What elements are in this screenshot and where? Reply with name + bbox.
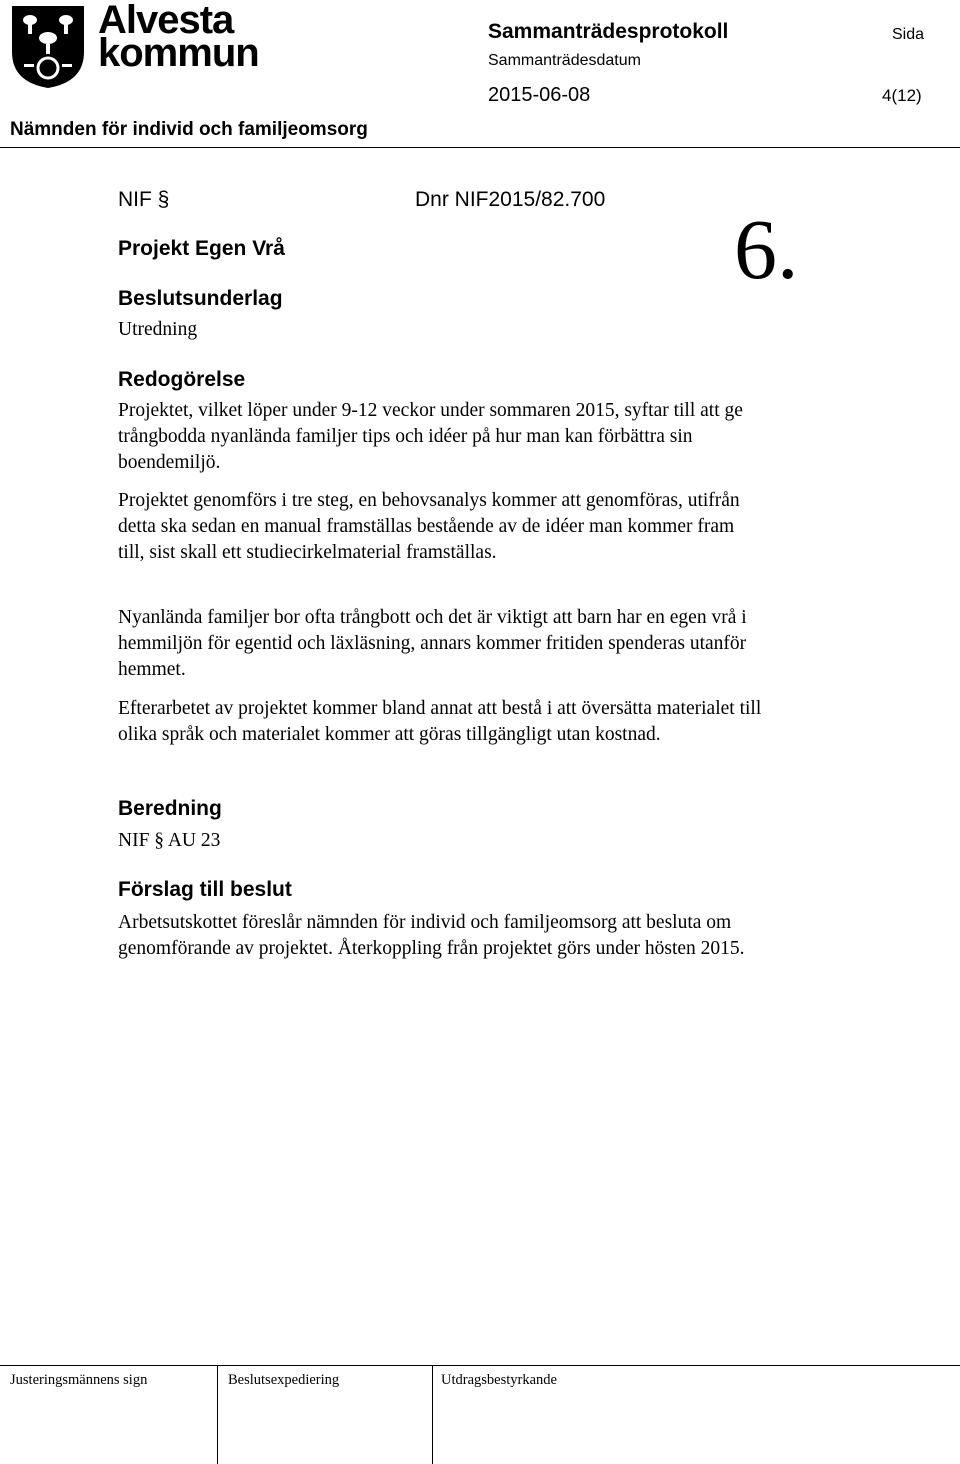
signature-footer (0, 1365, 960, 1464)
footer-certification-cell (433, 1366, 960, 1464)
proposal-paragraph: Arbetsutskottet föreslår nämnden för individ och familjeomsorg att besluta om genomförande av projektet. Återkoppling från projektet görs under hösten 2015. (118, 912, 745, 959)
date-label: Sammanträdesdatum (488, 52, 641, 69)
page-number: 4(12) (882, 86, 922, 105)
registration-number: Dnr NIF2015/82.700 (415, 188, 606, 211)
report-paragraph-2: Projektet genomförs i tre steg, en behovsanalys kommer att genomföras, utifrån detta ska sedan en manual framställas bestående av de idéer man kommer fram till, sist skall ett studiecirkelmaterial framställas. (118, 490, 740, 563)
basis-heading: Beslutsunderlag (118, 287, 283, 310)
preparation-text: NIF § AU 23 (118, 830, 221, 851)
committee-name: Nämnden för individ och familjeomsorg (10, 119, 368, 140)
footer-dispatch-cell (218, 1366, 433, 1464)
meeting-date: 2015-06-08 (488, 84, 591, 106)
report-heading: Redogörelse (118, 368, 246, 391)
report-paragraph-1: Projektet, vilket löper under 9-12 veckor under sommaren 2015, syftar till att ge trångbodda nyanlända familjer tips och idéer på hur man kan förbättra sin boendemiljö. (118, 400, 743, 473)
report-paragraph-3: Nyanlända familjer bor ofta trångbott och det är viktigt att barn har en egen vrå i hemmiljön för egentid och läxläsning, annars kommer fritiden spenderas utanför hemmet. (118, 607, 747, 680)
footer-dispatch-label: Beslutsexpediering (228, 1372, 340, 1388)
preparation-heading: Beredning (118, 797, 222, 820)
proposal-text (118, 910, 818, 962)
item-number: 6. (734, 201, 799, 297)
footer-signature-cell (0, 1366, 218, 1464)
proposal-heading: Förslag till beslut (118, 878, 292, 901)
report-paragraph (118, 488, 818, 566)
footer-signature-label: Justeringsmännens sign (10, 1372, 148, 1388)
protocol-title: Sammanträdesprotokoll (488, 20, 729, 43)
report-paragraph (118, 398, 818, 476)
coat-of-arms-icon (8, 2, 88, 90)
report-paragraph (118, 605, 818, 683)
basis-text: Utredning (118, 319, 198, 340)
case-title: Projekt Egen Vrå (118, 237, 285, 260)
header-divider (0, 147, 960, 148)
report-paragraph (118, 696, 818, 748)
logo-line-1: Alvesta (98, 0, 234, 42)
page-label: Sida (892, 26, 925, 43)
paragraph-reference: NIF § (118, 188, 170, 211)
footer-certification-label: Utdragsbestyrkande (441, 1372, 557, 1388)
municipality-logo (8, 0, 259, 102)
report-paragraph-4: Efterarbetet av projektet kommer bland annat att bestå i att översätta materialet till olika språk och materialet kommer att göras tillgängligt utan kostnad. (118, 698, 762, 745)
logo-line-2: kommun (98, 31, 259, 75)
logo-wordmark (98, 0, 259, 75)
